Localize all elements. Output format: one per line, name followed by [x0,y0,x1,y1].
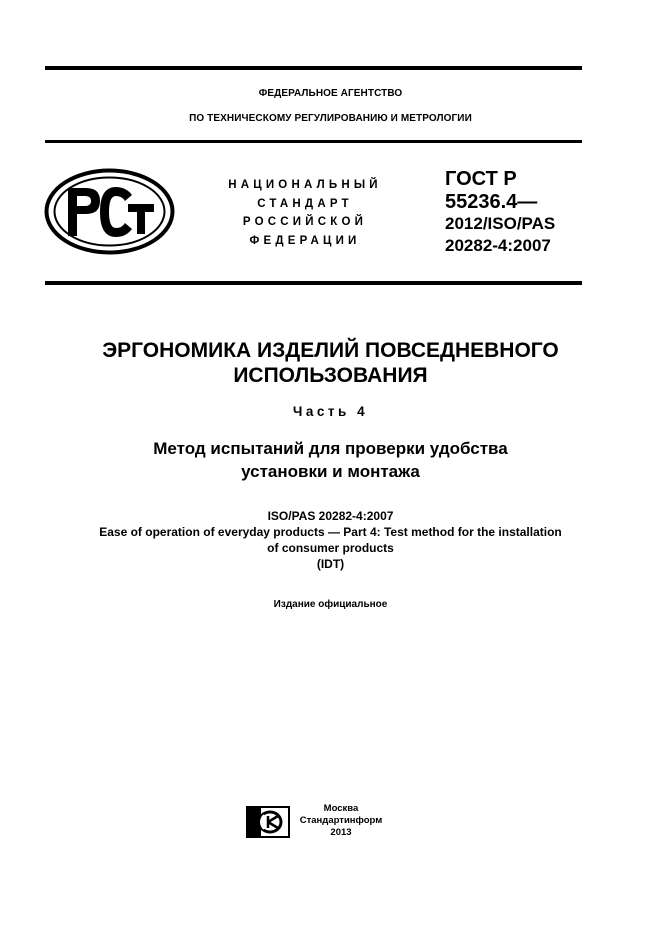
agency-name-line2: ПО ТЕХНИЧЕСКОМУ РЕГУЛИРОВАНИЮ И МЕТРОЛОГИИ [189,113,472,124]
document-subtitle [0,437,661,483]
publisher-year: 2013 [330,827,352,838]
document-subtitle-line2: установки и монтажа [241,462,420,481]
agency-name-line1: ФЕДЕРАЛЬНОЕ АГЕНТСТВО [258,88,403,99]
iso-reference-line2: Ease of operation of everyday products — Part 4: Test method for the installation [99,525,562,539]
iso-reference [0,508,661,572]
gost-designation-line1: ГОСТ Р [445,168,517,190]
document-subtitle-line1: Метод испытаний для проверки удобства [153,439,508,458]
top-rule [45,66,582,70]
national-line-1: НАЦИОНАЛЬНЫЙ [228,179,382,191]
standartinform-logo-icon [246,806,290,838]
part-label: Часть 4 [292,404,369,419]
document-title [0,338,661,388]
publisher-name: Стандартинформ [299,815,383,826]
iso-reference-line4: (IDT) [316,557,345,571]
header-rule-lower [45,281,582,285]
edition-label: Издание официальное [273,599,388,610]
gost-designation-line2: 55236.4— [445,191,538,213]
document-title-line2: ИСПОЛЬЗОВАНИЯ [233,364,428,387]
national-line-3: РОССИЙСКОЙ [242,216,368,228]
gost-designation-line4: 20282-4:2007 [445,236,551,255]
iso-reference-line3: of consumer products [267,541,394,555]
gost-designation [445,168,595,257]
document-title-line1: ЭРГОНОМИКА ИЗДЕЛИЙ ПОВСЕДНЕВНОГО [102,339,559,362]
national-line-4: ФЕДЕРАЦИИ [249,234,361,247]
publisher-imprint [296,803,386,839]
header-rule-upper [45,140,582,143]
gost-r-logo-icon [44,168,175,255]
publisher-city: Москва [323,803,359,814]
iso-reference-line1: ISO/PAS 20282-4:2007 [267,509,394,523]
gost-designation-line3: 2012/ISO/PAS [445,214,556,233]
national-line-2: СТАНДАРТ [257,197,353,210]
national-standard-label [210,176,400,250]
